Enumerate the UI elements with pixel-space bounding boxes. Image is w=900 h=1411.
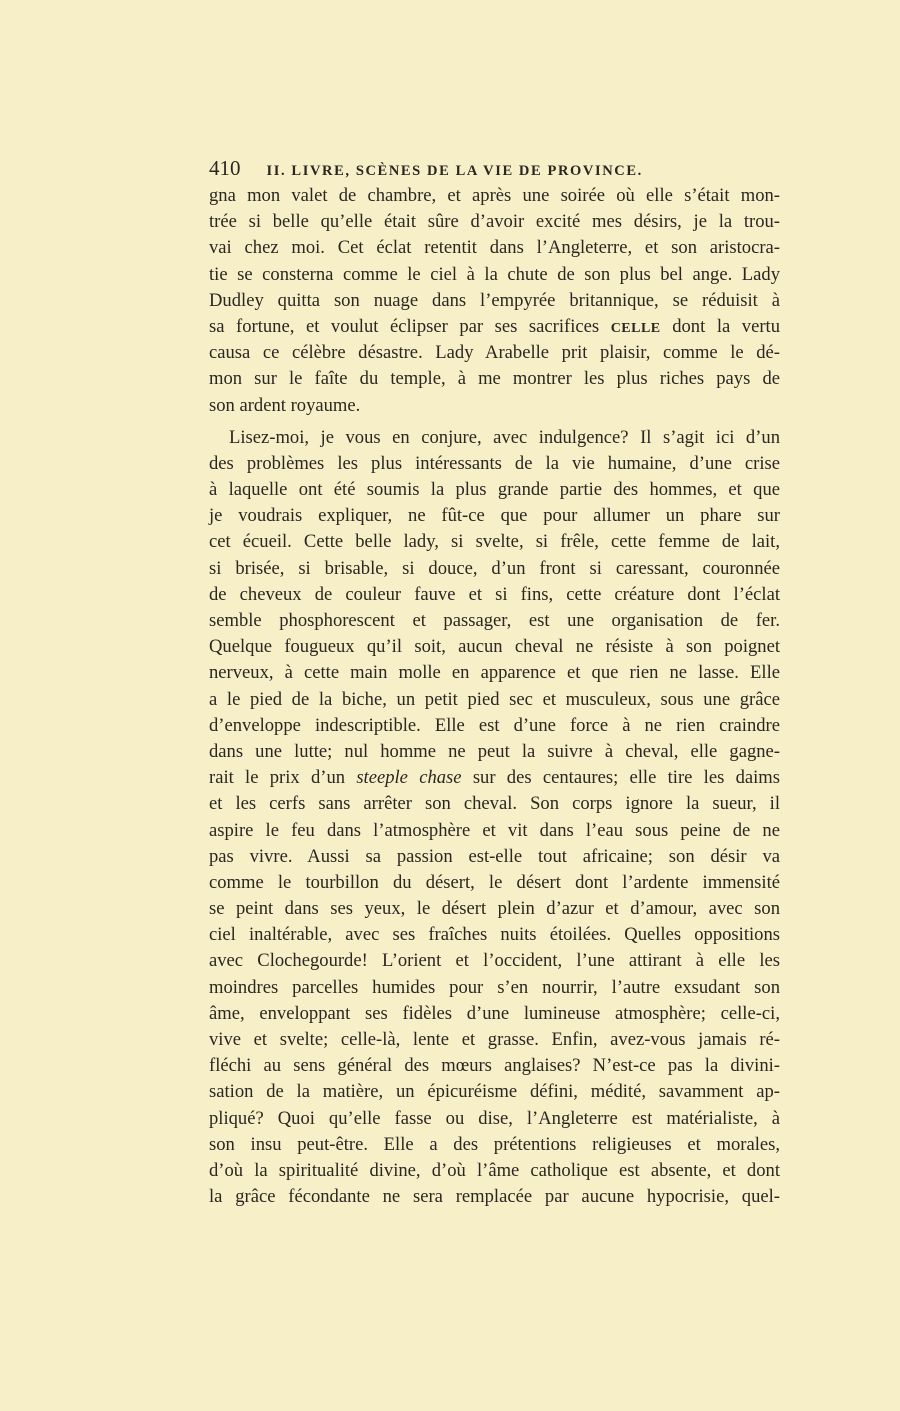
text-segment: dans une lutte; nul homme ne peut la suivre à cheval, elle gagne- [209, 740, 780, 762]
text-segment: de cheveux de couleur fauve et si fins, cette créature dont l’éclat [209, 583, 780, 605]
text-line [209, 314, 780, 340]
text-segment: avec Clochegourde! L’orient et l’occident, l’une attirant à elle les [209, 950, 780, 972]
text-segment: des problèmes les plus intéressants de la vie humaine, d’une crise [209, 452, 780, 474]
text-line [209, 1106, 780, 1132]
text-segment: la grâce fécondante ne sera remplacée par aucune hypocrisie, quel- [209, 1186, 780, 1208]
text-segment: si brisée, si brisable, si douce, d’un front si caressant, couronnée [209, 557, 780, 579]
paragraph [209, 425, 780, 1211]
text-line [209, 1027, 780, 1053]
text-segment: ciel inaltérable, avec ses fraîches nuits étoilées. Quelles oppositions [209, 924, 780, 946]
text-line [209, 582, 780, 608]
text-segment: Dudley quitta son nuage dans l’empyrée britannique, se réduisit à [209, 289, 780, 311]
body-text [209, 183, 780, 1210]
running-title: II. LIVRE, SCÈNES DE LA VIE DE PROVINCE. [266, 163, 643, 179]
text-segment: d’enveloppe indescriptible. Elle est d’une force à ne rien craindre [209, 714, 780, 736]
text-line [209, 1184, 780, 1210]
text-segment: Lisez-moi, je vous en conjure, avec indulgence? Il s’agit ici d’un [229, 426, 780, 448]
text-line [209, 288, 780, 314]
text-segment: semble phosphorescent et passager, est une organisation de fer. [209, 610, 780, 631]
text-line [209, 1079, 780, 1105]
text-segment: aspire le feu dans l’atmosphère et vit dans l’eau sous peine de ne [209, 819, 780, 841]
paragraph [209, 183, 780, 419]
text-line [209, 425, 780, 451]
text-segment: vive et svelte; celle-là, lente et grasse. Enfin, avez-vous jamais ré- [209, 1029, 780, 1050]
text-segment: pas vivre. Aussi sa passion est-elle tout africaine; son désir va [209, 845, 780, 867]
text-line [209, 1053, 780, 1079]
text-segment: d’où la spiritualité divine, d’où l’âme catholique est absente, et dont [209, 1159, 780, 1181]
text-line [209, 818, 780, 844]
text-segment: nerveux, à cette main molle en apparence et que rien ne lasse. Elle [209, 662, 780, 684]
small-caps-text: CELLE [610, 320, 661, 336]
text-line [209, 791, 780, 817]
text-segment: a le pied de la biche, un petit pied sec et musculeux, sous une grâce [209, 688, 780, 710]
text-segment: Quelque fougueux qu’il soit, aucun cheval ne résiste à son poignet [209, 636, 780, 658]
text-line [209, 556, 780, 582]
text-segment: mon sur le faîte du temple, à me montrer les plus riches pays de [209, 368, 780, 390]
text-segment: fléchi au sens général des mœurs anglaises? N’est-ce pas la divini- [209, 1055, 780, 1077]
text-segment: sation de la matière, un épicuréisme défini, médité, savamment ap- [209, 1081, 780, 1103]
text-segment: rait le prix d’un [209, 767, 357, 789]
text-line [209, 922, 780, 948]
text-segment: je voudrais expliquer, ne fût-ce que pour allumer un phare sur [209, 505, 780, 527]
text-line [209, 634, 780, 660]
text-segment: se peint dans ses yeux, le désert plein d’azur et d’amour, avec son [209, 898, 780, 920]
text-line [209, 262, 780, 288]
text-segment: gna mon valet de chambre, et après une soirée où elle s’était mon- [209, 185, 780, 206]
text-segment: sur des centaures; elle tire les daims [461, 767, 780, 789]
text-line [209, 529, 780, 555]
text-line [209, 235, 780, 261]
text-line [209, 366, 780, 392]
text-segment: vai chez moi. Cet éclat retentit dans l’Angleterre, et son aristocra- [209, 237, 780, 259]
text-line [209, 1132, 780, 1158]
page-number: 410 [209, 156, 241, 180]
running-header [209, 156, 714, 184]
text-segment: trée si belle qu’elle était sûre d’avoir excité mes désirs, je la trou- [209, 211, 780, 233]
text-line [209, 975, 780, 1001]
text-line [209, 660, 780, 686]
text-segment: âme, enveloppant ses fidèles d’une lumineuse atmosphère; celle-ci, [209, 1002, 780, 1024]
text-line [209, 765, 780, 791]
text-line [209, 209, 780, 235]
text-segment: et les cerfs sans arrêter son cheval. Son corps ignore la sueur, il [209, 793, 780, 815]
text-segment: dont la vertu [660, 315, 780, 337]
text-line [209, 713, 780, 739]
text-line [209, 1158, 780, 1184]
text-segment: à laquelle ont été soumis la plus grande partie des hommes, et que [209, 479, 780, 501]
text-segment: moindres parcelles humides pour s’en nourrir, l’autre exsudant son [209, 976, 780, 998]
text-segment: son insu peut-être. Elle a des prétentions religieuses et morales, [209, 1133, 780, 1155]
text-line [209, 1001, 780, 1027]
text-line [209, 503, 780, 529]
text-segment: son ardent royaume. [209, 394, 361, 416]
text-line [209, 393, 780, 419]
text-line [209, 896, 780, 922]
text-line [209, 451, 780, 477]
text-line [209, 739, 780, 765]
text-segment: comme le tourbillon du désert, le désert dont l’ardente immensité [209, 871, 780, 893]
text-line [209, 183, 780, 209]
text-line [209, 340, 780, 366]
italic-text: steeple chase [356, 767, 462, 789]
text-line [209, 687, 780, 713]
text-segment: pliqué? Quoi qu’elle fasse ou dise, l’Angleterre est matérialiste, à [209, 1107, 780, 1129]
text-segment: sa fortune, et voulut éclipser par ses sacrifices [209, 315, 611, 337]
text-line [209, 608, 780, 634]
text-line [209, 477, 780, 503]
text-segment: tie se consterna comme le ciel à la chute de son plus bel ange. Lady [209, 263, 780, 285]
text-line [209, 948, 780, 974]
text-segment: causa ce célèbre désastre. Lady Arabelle prit plaisir, comme le dé- [209, 342, 780, 364]
text-segment: cet écueil. Cette belle lady, si svelte, si frêle, cette femme de lait, [209, 531, 780, 553]
text-line [209, 844, 780, 870]
text-line [209, 870, 780, 896]
